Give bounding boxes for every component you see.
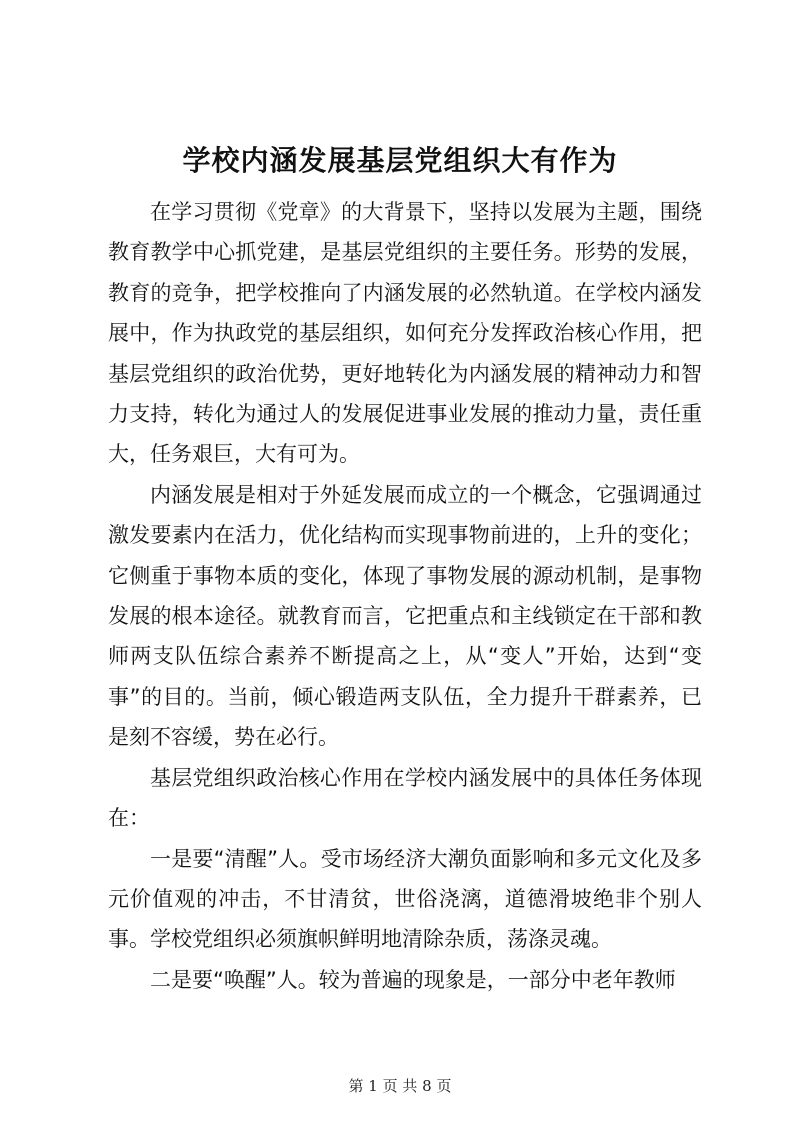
document-body xyxy=(108,192,702,1000)
page-footer: 第 1 页 共 8 页 xyxy=(348,1077,452,1095)
paragraph-5: 二是要“唤醒”人。较为普遍的现象是，一部分中老年教师 xyxy=(150,967,676,992)
paragraph-1: 在学习贯彻《党章》的大背景下，坚持以发展为主题，围绕教育教学中心抓党建，是基层党组织的主要任务。形势的发展，教育的竞争，把学校推向了内涵发展的必然轨道。在学校内涵发展中，作为执政党的基层组织，如何充分发挥政治核心作用，把基层党组织的政治优势，更好地转化为内涵发展的精神动力和智力支持，转化为通过人的发展促进事业发展的推动力量，责任重大，任务艰巨，大有可为。 xyxy=(108,200,702,467)
document-title: 学校内涵发展基层党组织大有作为 xyxy=(182,144,618,177)
paragraph-3: 基层党组织政治核心作用在学校内涵发展中的具体任务体现在： xyxy=(108,765,702,831)
paragraph-2: 内涵发展是相对于外延发展而成立的一个概念，它强调通过激发要素内在活力，优化结构而实现事物前进的，上升的变化；它侧重于事物本质的变化，体现了事物发展的源动机制，是事物发展的根本途径。就教育而言，它把重点和主线锁定在干部和教师两支队伍综合素养不断提高之上，从“变人”开始，达到“变事”的目的。当前，倾心锻造两支队伍，全力提升干群素养，已是刻不容缓，势在必行。 xyxy=(108,482,702,750)
paragraph-4: 一是要“清醒”人。受市场经济大潮负面影响和多元文化及多元价值观的冲击，不甘清贫，世俗浇漓，道德滑坡绝非个别人事。学校党组织必须旗帜鲜明地清除杂质，荡涤灵魂。 xyxy=(108,846,702,952)
